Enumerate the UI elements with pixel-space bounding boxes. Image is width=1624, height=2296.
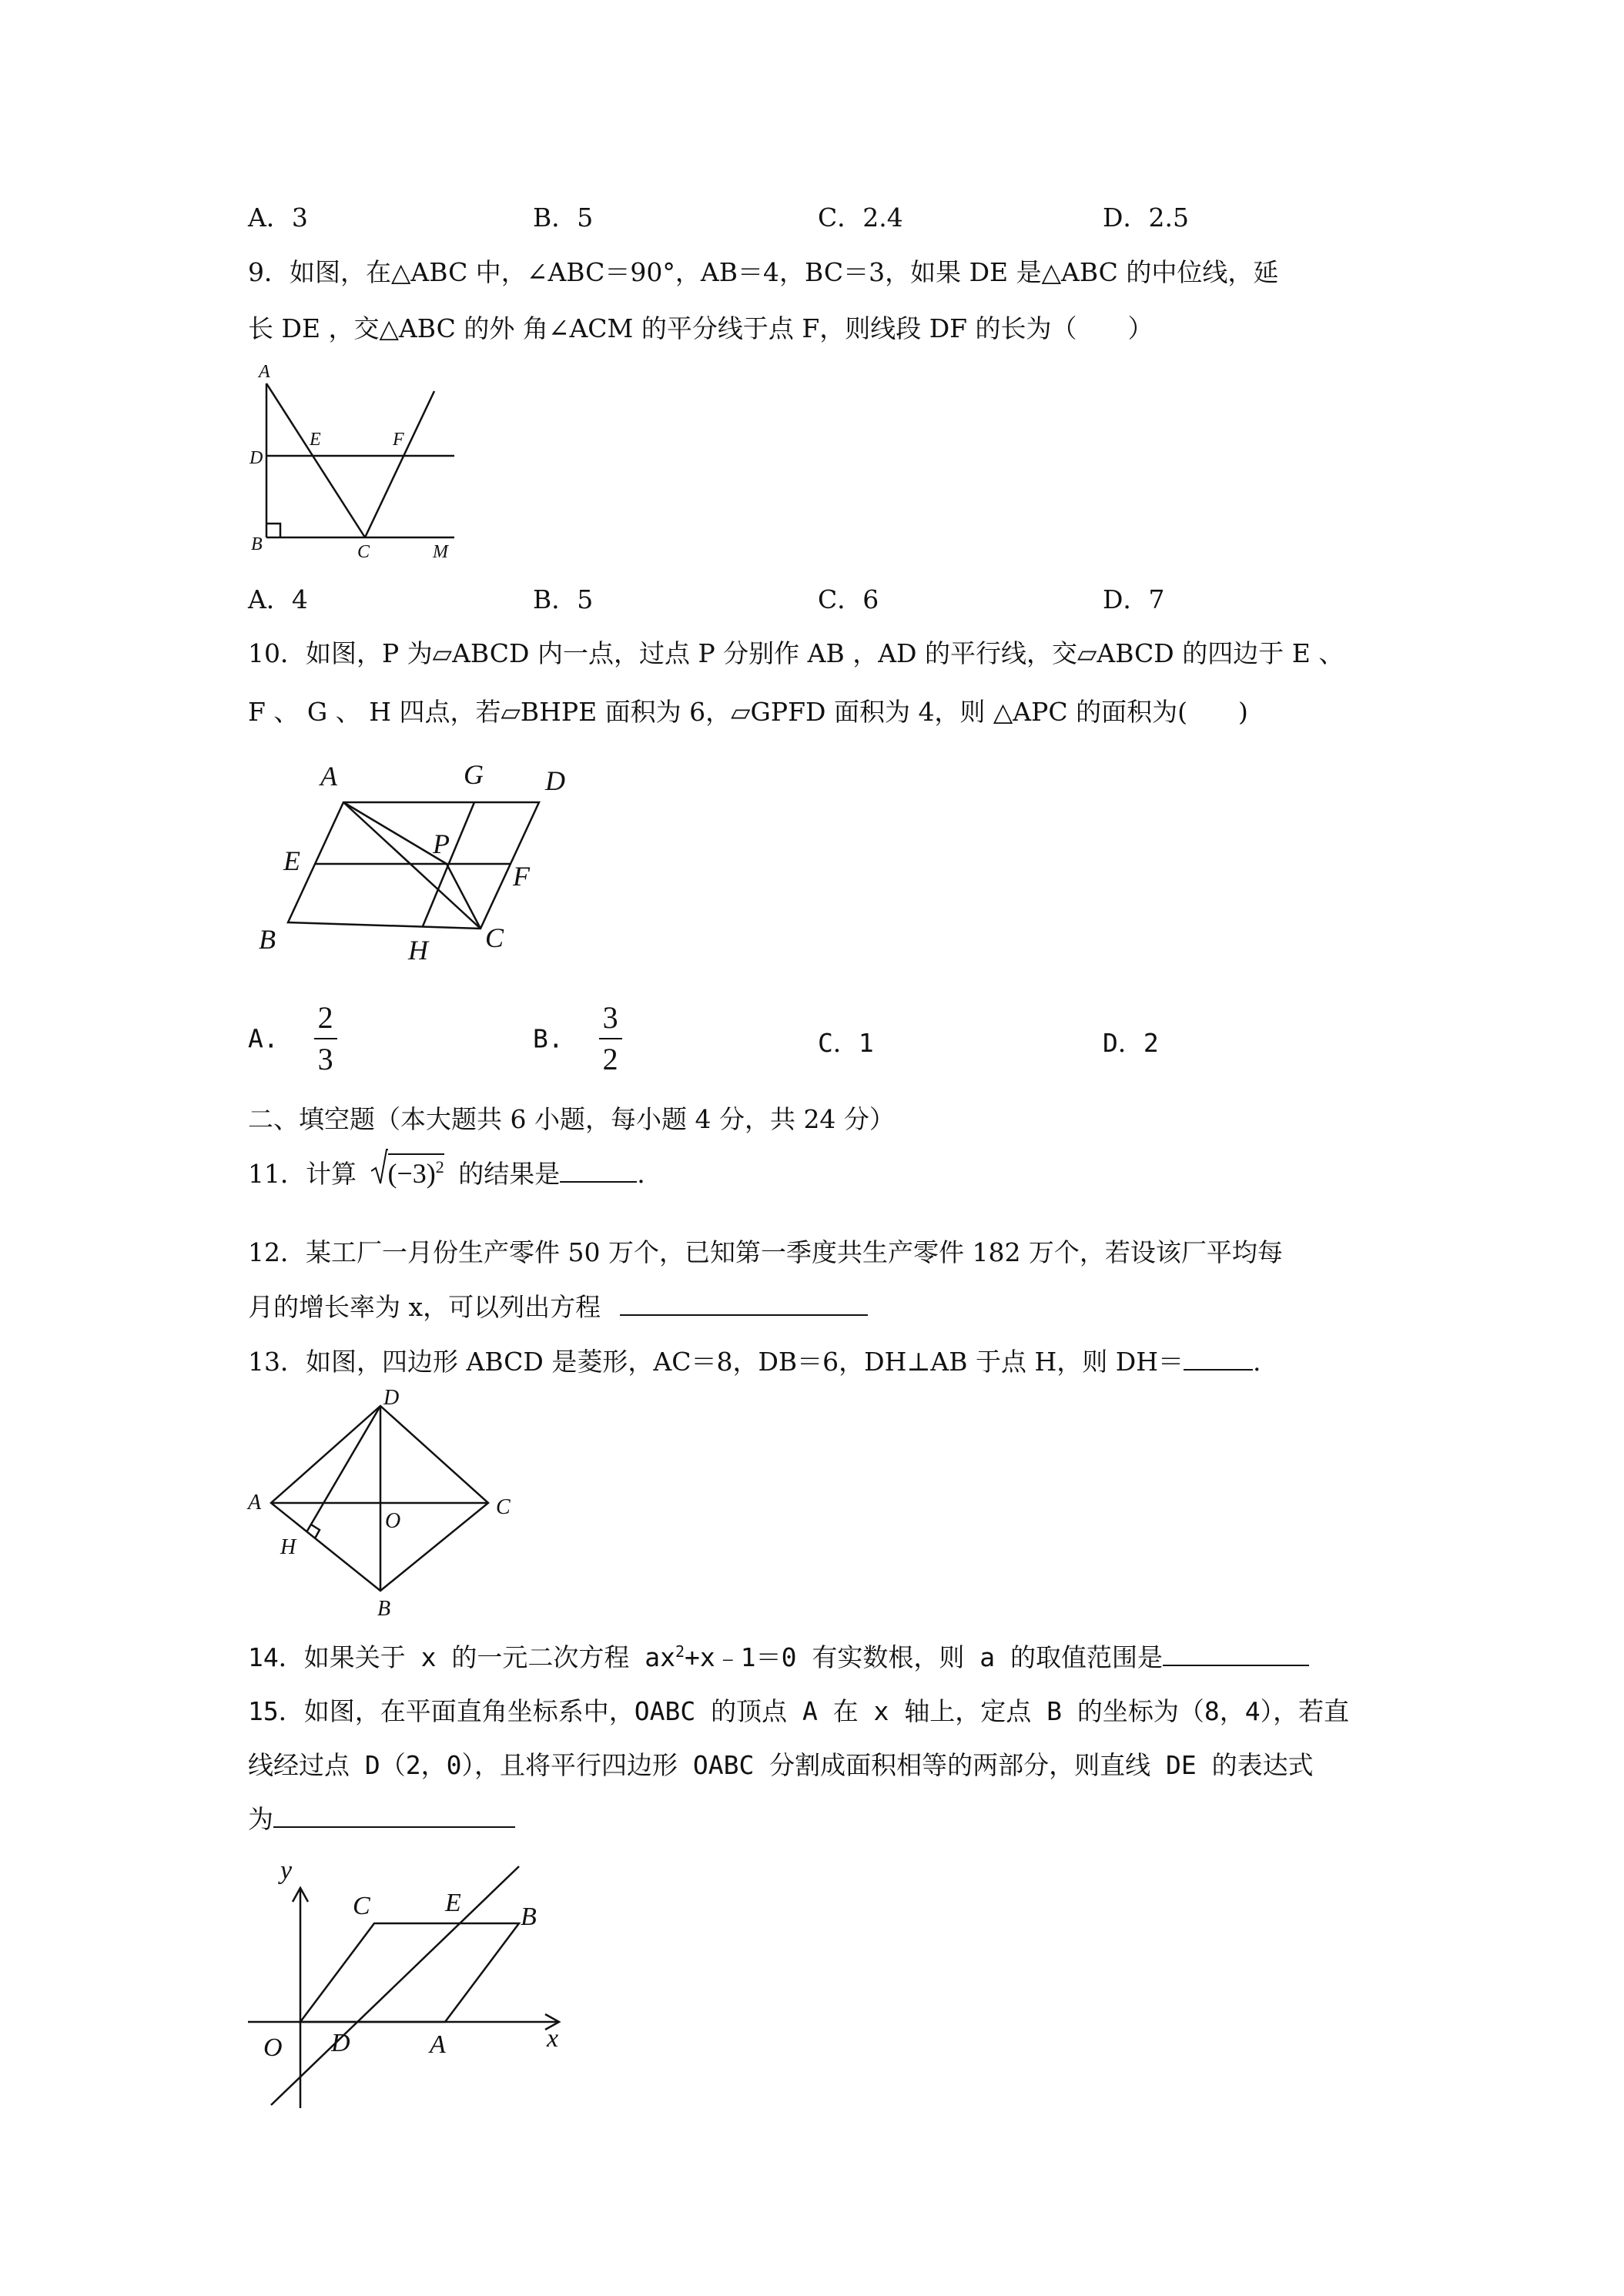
q13-answer-blank[interactable] [1184,1349,1253,1371]
q15-figure [245,1854,576,2116]
q14-answer-blank[interactable] [1163,1645,1309,1666]
q11-sqrt-expression [371,1159,444,1187]
q14-sup: 2 [675,1642,685,1661]
q9-label-d: D [249,448,263,468]
q15-label-b: B [521,1903,537,1931]
q9-option-d: D．7 [1103,584,1165,614]
q11-end: . [637,1159,645,1189]
q10-option-b-numerator: 3 [602,1000,618,1035]
q10-label-a: A [320,762,337,792]
q15-label-d: D [331,2029,350,2057]
q10-label-f: F [513,861,530,892]
q15-label-c: C [353,1892,370,1920]
q10-option-b-denominator: 2 [602,1042,618,1076]
q10-figure [254,762,578,970]
q10-label-p: P [433,828,450,859]
q9-label-f: F [393,430,404,450]
q10-option-b-fraction [599,1001,622,1076]
q15-text-line1: 15．如图，在平面直角坐标系中，OABC 的顶点 A 在 x 轴上，定点 B 的坐标为（8，4），若直 [248,1696,1350,1726]
q9-option-a: A．4 [248,584,308,614]
q14-text [248,1644,1309,1670]
q10-label-b: B [259,924,276,955]
q9-label-e: E [310,430,321,450]
q13-label-a: A [248,1491,262,1514]
q13-label-d: D [383,1387,400,1410]
q10-option-a-denominator: 3 [317,1042,333,1076]
q10-label-d: D [545,765,565,796]
q15-text-line3 [248,1806,515,1832]
q13-figure [245,1387,537,1618]
q12-text-line2 [248,1294,868,1320]
q10-option-a-fraction [314,1001,337,1076]
q14-prefix: 14．如果关于 x 的一元二次方程 ax [248,1642,675,1672]
q9-option-c: C．6 [818,584,879,614]
q13-label-b: B [377,1597,391,1618]
q13-label-h: H [280,1535,296,1559]
q13-text [248,1347,1261,1377]
q10-option-a [248,1001,337,1076]
q8-option-a: A．3 [248,202,308,233]
q9-text-line2: 长 DE ，交△ABC 的外 角∠ACM 的平分线于点 F，则线段 DF 的长为（ ） [248,313,1154,343]
q8-option-c: C．2.4 [818,202,903,233]
q10-option-c: C．1 [818,1028,874,1058]
q10-text-line2: F 、 G 、 H 四点，若▱BHPE 面积为 6，▱GPFD 面积为 4，则 △APC 的面积为( ) [248,697,1248,727]
q12-text-line1: 12．某工厂一月份生产零件 50 万个，已知第一季度共生产零件 182 万个，若设该厂平均每 [248,1237,1283,1267]
q10-label-e: E [283,845,300,876]
q15-label-o: O [263,2033,283,2062]
q10-option-a-numerator: 2 [317,1000,333,1035]
q15-answer-blank[interactable] [273,1806,515,1828]
q9-text-line1: 9．如图，在△ABC 中，∠ABC＝90°，AB＝4，BC＝3，如果 DE 是△ABC 的中位线，延 [248,257,1279,287]
q10-text-line1: 10．如图，P 为▱ABCD 内一点，过点 P 分别作 AB ，AD 的平行线，交▱ABCD 的四边于 E 、 [248,638,1344,668]
q9-label-m: M [433,542,448,562]
q11-radicand: (−3) [387,1158,436,1189]
q11-prefix: 11．计算 [248,1159,357,1189]
q8-option-b: B．5 [533,202,594,233]
q10-label-h: H [408,935,428,966]
q15-label-a: A [430,2030,446,2059]
q14-suffix: +x﹣1＝0 有实数根，则 a 的取值范围是 [685,1642,1163,1672]
q11-exponent: 2 [435,1157,444,1176]
q9-label-c: C [357,542,370,562]
q15-label-e: E [445,1889,461,1917]
q10-option-b-fraction-bar [599,1038,622,1039]
q10-option-d: D．2 [1103,1028,1159,1058]
q13-label-o: O [385,1509,401,1533]
section-2-heading: 二、填空题（本大题共 6 小题，每小题 4 分，共 24 分） [248,1104,895,1134]
q10-option-a-label: A. [248,1023,279,1054]
q10-label-c: C [485,922,504,953]
q15-label-x: x [547,2024,559,2053]
q10-option-a-fraction-bar [314,1038,337,1039]
q10-option-b [533,1001,622,1076]
q9-option-b: B．5 [533,584,594,614]
q10-option-b-label: B. [533,1023,564,1054]
q9-label-b: B [251,534,263,554]
q11-answer-blank[interactable] [560,1161,637,1183]
q15-text-line2: 线经过点 D（2，0），且将平行四边形 OABC 分割成面积相等的两部分，则直线 DE 的表达式 [248,1750,1314,1780]
q12-answer-blank[interactable] [620,1294,868,1316]
q10-label-g: G [464,762,484,790]
q9-figure [245,363,462,564]
q11-text [248,1159,645,1187]
q13-label-c: C [496,1495,511,1519]
q15-label-y: y [280,1856,293,1885]
q11-radical-sign [371,1148,388,1186]
q13-question: 13．如图，四边形 ABCD 是菱形，AC＝8，DB＝6，DH⊥AB 于点 H，则 DH＝ [248,1347,1184,1377]
q9-label-a: A [259,363,270,382]
q15-line3-text: 为 [248,1804,273,1834]
q8-option-d: D．2.5 [1103,202,1189,233]
q12-line2-text: 月的增长率为 x，可以列出方程 [248,1292,601,1322]
q13-end: . [1253,1347,1261,1377]
q11-radicand-group [388,1153,444,1189]
q11-suffix: 的结果是 [458,1159,561,1189]
